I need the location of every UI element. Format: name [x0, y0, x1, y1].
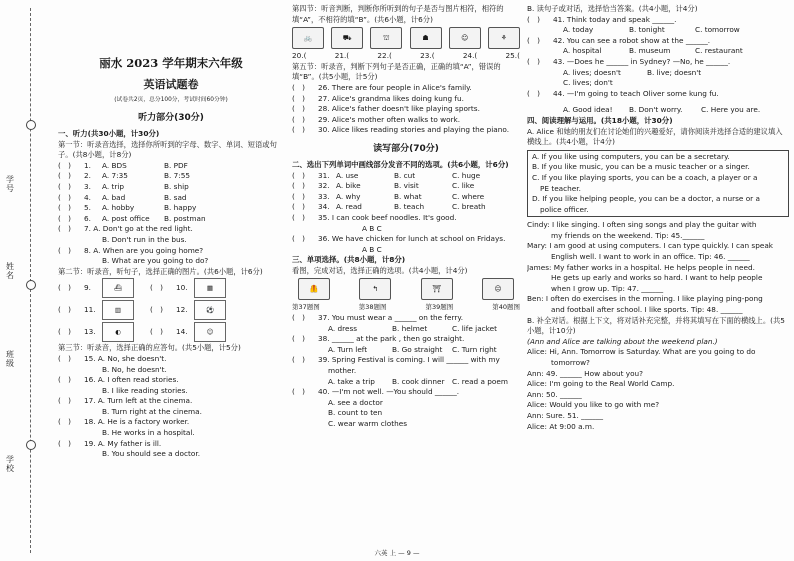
question-row: ( ) 35. I can cook beef noodles. It's good.	[292, 212, 457, 222]
option-row: A. hospital B. museum C. restaurant	[563, 46, 743, 56]
page-footer: 六英 上 — 9 —	[374, 549, 420, 557]
lantern-picture: ⛩	[421, 278, 453, 300]
option-line: B. No, he doesn't.	[102, 364, 167, 374]
dialogue-line: Alice: Hi, Ann. Tomorrow is Saturday. What are you going to do	[527, 347, 756, 357]
option-line: B. He works in a hospital.	[102, 428, 195, 438]
question-row: ( ) 16. A. I often read stories.	[58, 375, 179, 385]
writing-heading: 读写部分(70分)	[373, 143, 439, 154]
exam-subtitle: 英语试题卷	[143, 78, 199, 91]
ferry-picture: ⛴	[102, 278, 134, 298]
part-1-instructions: 第一节：听录音选择，选择你所听到的字母、数字、单词、短语或句子。(共8小题，计8分)	[58, 139, 277, 160]
dialogue-line: Alice: I'm going to the Real World Camp.	[527, 379, 675, 389]
punch-hole	[26, 440, 36, 450]
question-row: ( ) 30. Alice likes reading stories and playing the piano.	[292, 125, 510, 135]
punch-hole	[26, 280, 36, 290]
option-line: B. You should see a doctor.	[102, 449, 201, 459]
question-row: ( ) 15. A. No, she doesn't.	[58, 353, 167, 363]
section-3-instructions: 看图，完成对话，选择正确的选项。(共4小题，计4分)	[292, 265, 468, 275]
signs-picture: ◐	[102, 322, 134, 342]
reading-line: Ben: I often do exercises in the morning. I like playing ping-pong	[527, 294, 763, 304]
suggestion: B. If you like music, you can be a music teacher or a singer.	[532, 162, 750, 172]
binding-margin	[0, 0, 48, 561]
picture-25: ⚘	[488, 27, 520, 49]
question-row: ( ) 19. A. My father is ill.	[58, 438, 162, 448]
question-row: ( ) 37. You must wear a ______ on the ferry.	[292, 313, 464, 323]
dialogue-line: Alice: Would you like to go with me?	[527, 400, 660, 410]
part-3-instructions: 第三节：听录音，选择正确的应答句。(共5小题，计5分)	[58, 343, 241, 353]
picture-question-row: ( ) 11. ▥ ( ) 12. ⚽	[58, 299, 284, 321]
exam-note: (试卷共2页，总分100分，考试时间60分钟)	[114, 97, 228, 103]
question-row: ( ) 29. Alice's mother often walks to work.	[292, 114, 461, 124]
section-1-title: 一、听力(共30小题，计30分)	[58, 129, 160, 138]
part-5-instructions: 第五节：听录音，判断下列句子是否正确，正确的填“A”，错误的填“B”。(共5小题，计5分)	[292, 61, 501, 82]
question-row: ( ) 43. —Does he ______ in Sydney? —No, he ______.	[527, 56, 731, 66]
option-line: A. see a doctor	[328, 397, 383, 407]
question-row: ( ) 1. A. BDS B. PDF	[58, 160, 188, 170]
section-2-title: 二、选出下列单词中画线部分发音不同的选项。(共6小题，计6分)	[292, 159, 509, 169]
column-middle	[292, 4, 520, 543]
suggestion: PE teacher.	[540, 183, 581, 193]
dialogue-line: Alice: At 9:00 a.m.	[527, 421, 595, 431]
question-row: ( ) 33. A. why B. what C. where	[292, 191, 485, 201]
question-row: ( ) 2. A. 7:35 B. 7:55	[58, 171, 191, 181]
option-markers: A B C	[362, 223, 382, 233]
question-continuation: mother.	[328, 366, 357, 376]
option-row: A. Good idea! B. Don't worry. C. Here you are.	[563, 105, 761, 115]
picture-23: ☗	[410, 27, 442, 49]
option-line: C. lives; don't	[563, 78, 613, 88]
option-row: A. take a trip B. cook dinner C. read a poem	[328, 376, 508, 386]
option-line: B. Don't run in the bus.	[102, 234, 187, 244]
dialogue-line: Ann: Sure. 51. ______	[527, 410, 604, 420]
section-4b-instructions: B. 补全对话。根据上下文，将对话补充完整，并将其填写在下面的横线上。(共5小题，计10分)	[527, 315, 785, 336]
reading-line: English well. I want to work in an office. Tip: 46. ______	[551, 252, 750, 262]
question-row: ( ) 6. A. post office B. postman	[58, 213, 206, 223]
suggestion: police officer.	[540, 204, 589, 214]
reading-line: and football after school. I like sports. Tip: 48. ______	[551, 305, 743, 315]
question-row: ( ) 18. A. He is a factory worker.	[58, 417, 190, 427]
picture-strip	[292, 27, 520, 49]
question-row: ( ) 41. Think today and speak ______.	[527, 14, 677, 24]
sports-picture: ⚽	[194, 300, 226, 320]
picture-question-row: ( ) 13. ◐ ( ) 14. ☺	[58, 321, 284, 343]
picture-20: 🚲	[292, 27, 324, 49]
suggestion: D. If you like helping people, you can be a doctor, a nurse or a	[532, 194, 760, 204]
question-row: ( ) 7. A. Don't go at the red light.	[58, 224, 193, 234]
question-row: ( ) 39. Spring Festival is coming. I will ______ with my	[292, 355, 500, 365]
question-row: ( ) 38. ______ at the park , then go straight.	[292, 334, 465, 344]
section-3-title: 三、单项选择。(共8小题，计8分)	[292, 255, 406, 265]
picture-22: ⛫	[370, 27, 402, 49]
picture-question-row: ( ) 9. ⛴ ( ) 10. ▦	[58, 277, 284, 299]
picture-24: ☺	[449, 27, 481, 49]
question-row: ( ) 4. A. bad B. sad	[58, 192, 187, 202]
question-row: ( ) 17. A. Turn left at the cinema.	[58, 396, 193, 406]
picture-answer-row: 20.( 21.( 22.( 23.( 24.( 25.(	[292, 51, 520, 61]
reading-line: Cindy: I like singing. I often sing songs and play the guitar with	[527, 220, 757, 230]
option-line: B. Turn right at the cinema.	[102, 406, 202, 416]
section-4-title: 四、阅读理解与运用。(共18小题，计30分)	[527, 115, 673, 125]
part-2-instructions: 第二节：听录音，听句子，选择正确的图片。(共6小题，计6分)	[58, 266, 263, 276]
suggestion-box	[527, 150, 789, 218]
part-4-instructions: 第四节：听音判断，判断你所听到的句子是否与图片相符，相符的填“A”，不相符的填“B”。(共6小题，计6分)	[292, 4, 504, 24]
question-row: ( ) 40. —I'm not well. —You should ______.	[292, 387, 460, 397]
question-row: ( ) 34. A. read B. teach C. breath	[292, 202, 486, 212]
exam-title: 丽水 2023 学年期末六年级	[99, 56, 243, 70]
question-row: ( ) 28. Alice's father doesn't like playing sports.	[292, 104, 480, 114]
dialogue-line: Ann: 49. ______ How about you?	[527, 368, 644, 378]
question-row: ( ) 27. Alice's grandma likes doing kung fu.	[292, 93, 464, 103]
class-label: 班级	[6, 350, 14, 368]
student-id-label: 学号	[6, 175, 14, 193]
question-row: ( ) 44. —I'm going to teach Oliver some kung fu.	[527, 88, 719, 98]
question-row: ( ) 32. A. bike B. visit C. like	[292, 181, 475, 191]
column-listening	[58, 4, 284, 543]
listening-heading: 听力部分(30分)	[138, 113, 204, 123]
question-row: ( ) 42. You can see a robot show at the ______.	[527, 35, 711, 45]
question-row: ( ) 26. There are four people in Alice's family.	[292, 82, 472, 92]
picture-strip	[292, 278, 520, 300]
suggestion: C. If you like playing sports, you can be a coach, a player or a	[532, 172, 758, 182]
sick-picture: ☹	[482, 278, 514, 300]
doctor-picture: ☺	[194, 322, 226, 342]
option-markers: A B C	[362, 244, 382, 254]
reading-line: James: My father works in a hospital. He helps people in need.	[527, 262, 755, 272]
part-b-instructions: B. 读句子或对话，选择恰当答案。(共4小题，计4分)	[527, 4, 698, 13]
option-row: A. Turn left B. Go straight C. Turn right	[328, 344, 497, 354]
section-4a-instructions: A. Alice 和她的朋友们在讨论她们的兴趣爱好，请你阅读并选择合适的建议填入横线上。(共4小题，计4分)	[527, 126, 783, 147]
picture-captions: 第37题图 第38题图 第39题图 第40题图	[292, 303, 520, 312]
reading-line: He gets up early and works so hard. I want to help people	[551, 273, 763, 283]
school-label: 学校	[6, 455, 14, 473]
reading-line: Mary: I am good at using computers. I can type quickly. I can speak	[527, 241, 774, 251]
option-line: C. wear warm clothes	[328, 419, 408, 428]
question-row: ( ) 5. A. hobby B. happy	[58, 203, 197, 213]
reading-line: my friends on the weekend. Tip: 45.______	[551, 230, 705, 240]
life-jacket-picture: 🦺	[298, 278, 330, 300]
option-row: A. lives; doesn't B. live; doesn't	[563, 67, 702, 77]
punch-hole	[26, 120, 36, 130]
option-line: B. What are you going to do?	[102, 256, 209, 266]
turn-sign-picture: ↰	[359, 278, 391, 300]
option-line: B. count to ten	[328, 408, 383, 418]
question-row: ( ) 8. A. When are you going home?	[58, 245, 204, 255]
dialogue-line: tomorrow?	[551, 358, 590, 367]
reading-line: when I grow up. Tip: 47. ______	[551, 283, 664, 293]
name-label: 姓名	[6, 262, 14, 280]
option-line: B. I like reading stories.	[102, 385, 188, 395]
question-row: ( ) 3. A. trip B. ship	[58, 181, 189, 191]
question-row: ( ) 31. A. use B. cut C. huge	[292, 170, 481, 180]
option-row: A. today B. tonight C. tomorrow	[563, 25, 740, 35]
classroom-picture: ▦	[194, 278, 226, 298]
picture-21: ⛟	[331, 27, 363, 49]
dialogue-line: Ann: 50. ______	[527, 389, 582, 399]
column-right	[527, 4, 789, 543]
building-picture: ▥	[102, 300, 134, 320]
dialogue-context: (Ann and Alice are talking about the weekend plan.)	[527, 336, 718, 346]
option-row: A. dress B. helmet C. life jacket	[328, 323, 497, 333]
suggestion: A. If you like using computers, you can be a secretary.	[532, 151, 730, 161]
question-row: ( ) 36. We have chicken for lunch at school on Fridays.	[292, 234, 506, 244]
